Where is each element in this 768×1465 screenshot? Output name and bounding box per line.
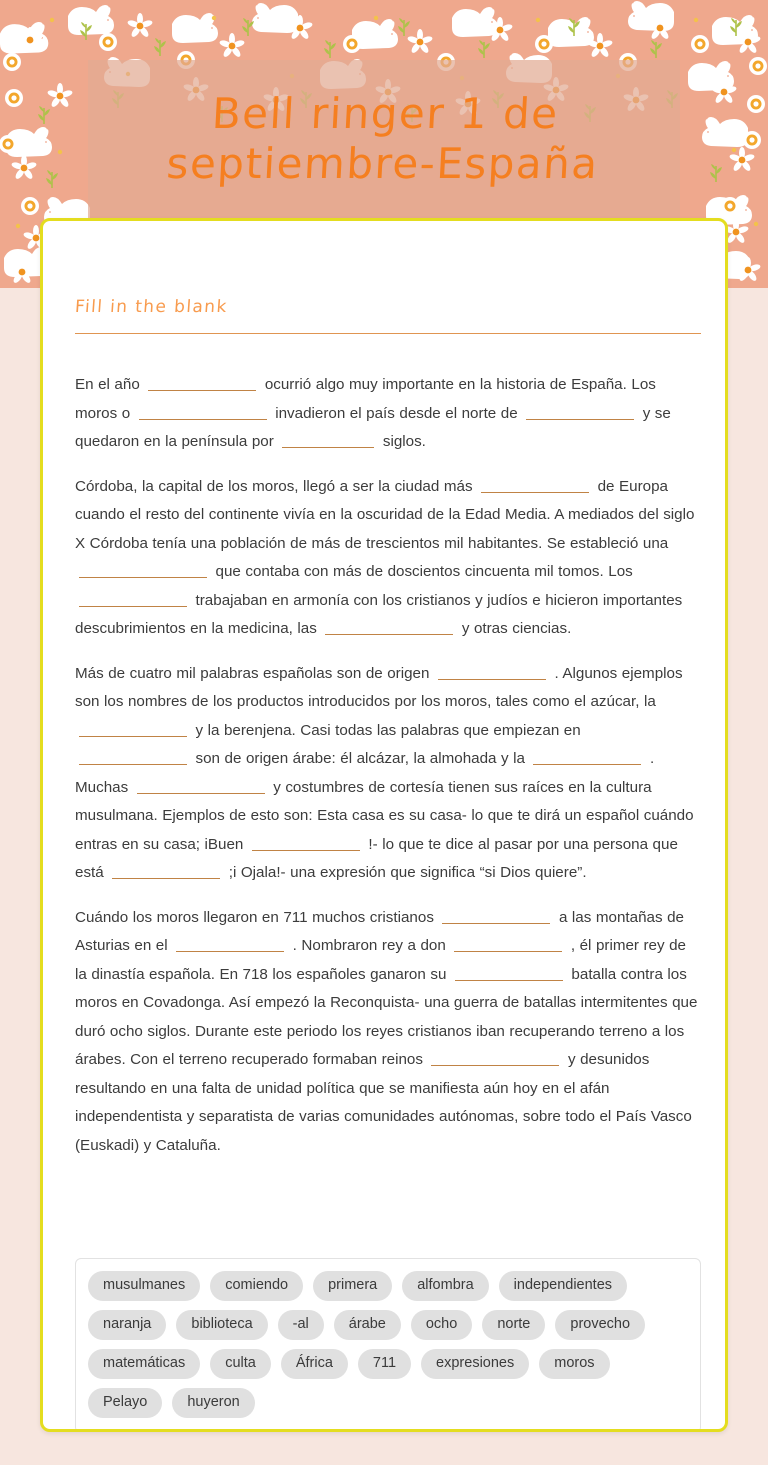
page-title-line-2: septiembre-España [165, 139, 600, 188]
paragraph-text: ;i Ojala!- una expresión que significa “si Dios quiere”. [224, 864, 587, 881]
answer-blank-3-4[interactable] [533, 745, 641, 765]
paragraph-text: y desunidos resultando en una falta de unidad política que se manifiesta aún hoy en el afán independentista y separatista de varias comunidades autónomas, sobre todo el País Vasco (Euskadi) y Cataluña. [75, 1051, 692, 1154]
word-bank-chip[interactable]: árabe [334, 1310, 401, 1340]
word-bank-chip[interactable]: musulmanes [88, 1271, 200, 1301]
word-bank-chip[interactable]: -al [278, 1310, 324, 1340]
paragraph-3 [75, 660, 701, 888]
word-bank-chip[interactable]: comiendo [210, 1271, 303, 1301]
worksheet-card [40, 218, 728, 1432]
paragraph-4 [75, 904, 701, 1161]
word-bank-chip[interactable]: naranja [88, 1310, 166, 1340]
paragraph-text: invadieron el país desde el norte de [270, 404, 523, 422]
answer-blank-3-6[interactable] [252, 831, 360, 851]
paragraph-text: Cuándo los moros llegaron en 711 muchos cristianos [75, 908, 439, 926]
word-bank-chip[interactable]: culta [210, 1349, 271, 1379]
paragraph-text: . Muchas [75, 750, 655, 796]
answer-blank-3-3[interactable] [79, 745, 187, 765]
paragraph-text: y costumbres de cortesía tienen sus raíces en la cultura musulmana. Ejemplos de esto son: Esta casa es su casa- lo que te dirá un español cuándo entras en su casa; iBuen [75, 778, 694, 853]
page-title [153, 89, 614, 188]
answer-blank-3-5[interactable] [137, 774, 265, 794]
paragraph-text: En el año [75, 376, 145, 393]
paragraph-text: !- lo que te dice al pasar por una persona que está [75, 835, 678, 881]
answer-blank-1-4[interactable] [282, 428, 374, 448]
answer-blank-2-4[interactable] [325, 615, 453, 635]
answer-blank-2-3[interactable] [79, 587, 187, 607]
word-bank [75, 1258, 701, 1432]
answer-blank-3-1[interactable] [438, 660, 546, 680]
word-bank-chip[interactable]: África [281, 1349, 348, 1379]
paragraph-text: siglos. [378, 433, 426, 450]
answer-blank-1-1[interactable] [148, 371, 256, 391]
word-bank-chip[interactable]: alfombra [402, 1271, 488, 1301]
paragraph-text: y se quedaron en la península por [75, 404, 671, 450]
heading-divider [75, 333, 701, 334]
word-bank-chip[interactable]: Pelayo [88, 1388, 162, 1418]
answer-blank-4-3[interactable] [454, 932, 562, 952]
answer-blank-1-3[interactable] [526, 400, 634, 420]
paragraph-2 [75, 473, 701, 644]
paragraph-text: ocurrió algo muy importante en la historia de España. Los moros o [75, 376, 656, 422]
section-heading: Fill in the blank [74, 297, 229, 317]
answer-blank-2-1[interactable] [481, 473, 589, 493]
paragraph-text: y otras ciencias. [457, 620, 572, 637]
word-bank-chip[interactable]: provecho [555, 1310, 645, 1340]
answer-blank-4-1[interactable] [442, 904, 550, 924]
paragraph-text: , él primer rey de la dinastía española. En 718 los españoles ganaron su [75, 937, 687, 983]
word-bank-chip[interactable]: huyeron [172, 1388, 254, 1418]
paragraph-text: trabajaban en armonía con los cristianos y judíos e hicieron importantes descubrimientos en la medicina, las [75, 591, 683, 637]
paragraph-text: son de origen árabe: él alcázar, la almohada y la [191, 750, 530, 767]
paragraph-text: . Nombraron rey a don [288, 937, 451, 954]
word-bank-chip[interactable]: norte [482, 1310, 545, 1340]
paragraph-text: Córdoba, la capital de los moros, llegó a ser la ciudad más [75, 477, 478, 495]
word-bank-chip[interactable]: moros [539, 1349, 609, 1379]
answer-blank-3-7[interactable] [112, 859, 220, 879]
word-bank-chip[interactable]: expresiones [421, 1349, 529, 1379]
page-title-line-1: Bell ringer 1 de [210, 89, 560, 139]
answer-blank-4-5[interactable] [431, 1046, 559, 1066]
word-bank-chip[interactable]: matemáticas [88, 1349, 200, 1379]
answer-blank-4-2[interactable] [176, 932, 284, 952]
paragraph-text: . Algunos ejemplos son los nombres de los productos introducidos por los moros, tales como el azúcar, la [75, 664, 683, 710]
word-bank-chip[interactable]: independientes [499, 1271, 627, 1301]
answer-blank-4-4[interactable] [455, 961, 563, 981]
answer-blank-3-2[interactable] [79, 717, 187, 737]
paragraph-text: batalla contra los moros en Covadonga. Así empezó la Reconquista- una guerra de batallas intermitentes que duró ocho siglos. Durante este periodo los reyes cristianos iban recuperando terreno a los árabes. Con el terreno recuperado formaban reinos [75, 965, 698, 1068]
paragraph-text: que contaba con más de doscientos cincuenta mil tomos. Los [211, 563, 633, 580]
title-banner [88, 60, 680, 218]
word-bank-chip[interactable]: biblioteca [176, 1310, 267, 1340]
paragraph-text: Más de cuatro mil palabras españolas son de origen [75, 664, 434, 682]
paragraph-text: de Europa cuando el resto del continente vivía en la oscuridad de la Edad Media. A mediados del siglo X Córdoba tenía una población de más de trescientos mil habitantes. Se estableció una [75, 477, 695, 552]
word-bank-chip[interactable]: 711 [358, 1349, 411, 1379]
paragraph-text: y la berenjena. Casi todas las palabras que empiezan en [191, 721, 581, 739]
paragraph-text: a las montañas de Asturias en el [75, 908, 684, 954]
word-bank-chip[interactable]: primera [313, 1271, 392, 1301]
paragraph-1 [75, 371, 701, 457]
word-bank-chip[interactable]: ocho [411, 1310, 472, 1340]
answer-blank-1-2[interactable] [139, 400, 267, 420]
answer-blank-2-2[interactable] [79, 558, 207, 578]
worksheet-body [75, 371, 701, 1176]
